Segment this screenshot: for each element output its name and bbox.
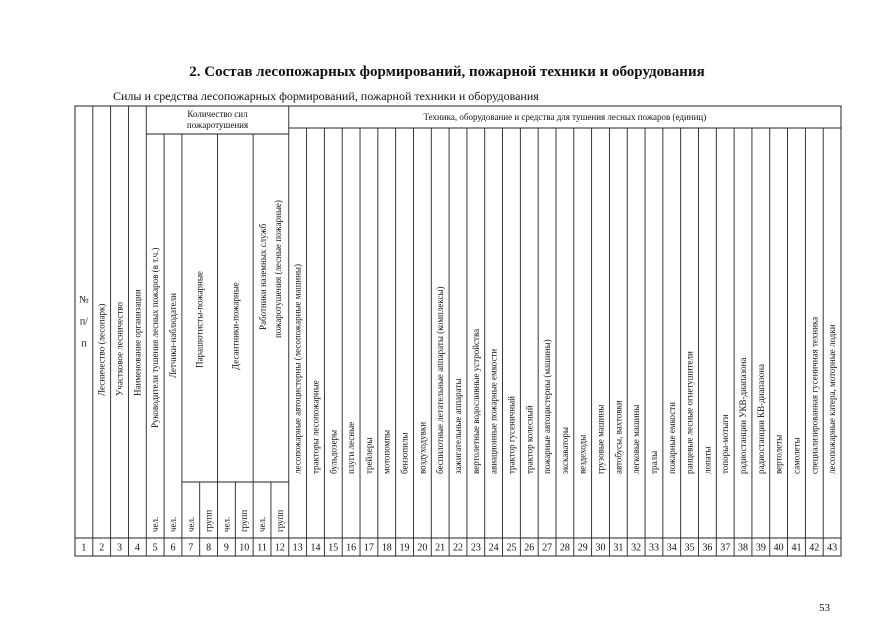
col-header-equipment: трейлеры	[363, 437, 374, 474]
col-header-force-line2: пожаротушения (лесные пожарные)	[273, 200, 284, 338]
column-number: 1	[81, 542, 87, 554]
unit-label: чел.	[150, 516, 161, 532]
column-number: 22	[453, 542, 463, 554]
col-header-equipment: ранцевые лесные огнетушители	[684, 351, 695, 474]
column-number: 10	[239, 542, 250, 554]
column-number: 18	[381, 542, 392, 554]
col-header-equipment: трактор колесный	[524, 405, 535, 474]
unit-label: чел.	[167, 516, 178, 532]
column-number: 8	[206, 542, 212, 554]
col-header-equipment: топоры-мотыги	[720, 414, 731, 474]
column-number: 4	[134, 542, 140, 554]
table-caption: Силы и средства лесопожарных формирований, пожарной техники и оборудования	[113, 89, 539, 103]
col-header-left: Наименование организации	[132, 289, 143, 396]
column-number: 23	[470, 542, 481, 554]
column-number: 14	[310, 542, 321, 554]
col-header-equipment: беспилотные летательные аппараты (комплексы)	[435, 286, 446, 474]
column-number: 6	[170, 542, 176, 554]
col-header-force: Руководители тушения лесных пожаров (в т.ч.)	[150, 247, 161, 428]
column-number: 3	[117, 542, 123, 554]
col-header-equipment: трактор гусеничный	[506, 395, 517, 474]
group-header-equipment: Техника, оборудование и средства для тушения лесных пожаров (единиц)	[423, 112, 707, 122]
column-number: 40	[773, 542, 784, 554]
column-number: 36	[702, 542, 713, 554]
column-number: 30	[595, 542, 606, 554]
page-number: 53	[819, 602, 830, 614]
col-header-equipment: лопаты	[702, 446, 713, 474]
col-header-equipment: экскаваторы	[559, 427, 570, 474]
column-number: 12	[274, 542, 285, 554]
col-header-force-line1: Работники наземных служб	[257, 223, 268, 330]
group-header-forces-line1: Количество сил	[187, 109, 248, 119]
column-number: 5	[152, 542, 158, 554]
column-number: 34	[666, 542, 677, 554]
col-header-equipment: радиостанции КВ-диапазона	[755, 363, 766, 474]
col-header-left: Лесничество (лесопарк)	[96, 303, 107, 396]
col-header-equipment: лесопожарные автоцистерны (лесопожарные машины)	[292, 264, 303, 474]
column-number: 16	[346, 542, 357, 554]
column-number: 13	[292, 542, 303, 554]
column-number: 24	[488, 542, 499, 554]
col-header-equipment: авиационные пожарные емкости	[488, 348, 499, 474]
col-header-equipment: зажигательные аппараты	[453, 378, 463, 474]
col-header-equipment: специализированная гусеничная техника	[809, 316, 820, 474]
col-header-equipment: вертолетные водосливные устройства	[470, 328, 481, 474]
column-number: 17	[363, 542, 374, 554]
column-number: 2	[99, 542, 105, 554]
group-header-forces-line2: пожаротушения	[186, 120, 249, 130]
column-number: 27	[542, 542, 553, 554]
column-number: 21	[435, 542, 446, 554]
column-number: 41	[791, 542, 802, 554]
column-number: 11	[257, 542, 267, 554]
col-header-equipment: пожарные емкости	[666, 402, 677, 474]
col-header-equipment: плуги лесные	[346, 421, 357, 474]
column-number: 15	[328, 542, 339, 554]
column-number: 31	[613, 542, 624, 554]
col-header-equipment: легковые машины	[631, 404, 642, 474]
unit-label: чел.	[185, 516, 196, 532]
column-number: 39	[755, 542, 766, 554]
col-header-equipment: лесопожарные катера, моторные лодки	[827, 324, 838, 474]
col-header-equipment: радиостанции УКВ-диапазона	[738, 357, 749, 474]
column-number: 19	[399, 542, 410, 554]
column-number: 37	[720, 542, 731, 554]
unit-label: групп	[203, 509, 214, 532]
col-header-equipment: пожарные автоцистерны (машины)	[542, 339, 553, 474]
col-header-equipment: грузовые машины	[595, 404, 606, 474]
column-number: 43	[827, 542, 838, 554]
col-number-header: п	[81, 338, 87, 350]
col-header-equipment: автобусы, вахтовки	[613, 400, 624, 474]
col-header-equipment: бульдозеры	[328, 429, 339, 474]
col-header-equipment: вертолеты	[773, 434, 784, 474]
unit-label: групп	[239, 509, 250, 532]
column-number: 9	[223, 542, 229, 554]
column-number: 42	[809, 542, 820, 554]
column-number: 35	[684, 542, 695, 554]
unit-label: групп	[274, 509, 285, 532]
col-header-equipment: тракторы лесопожарные	[310, 380, 321, 474]
col-header-equipment: самолеты	[791, 437, 802, 474]
col-header-equipment: вездеходы	[577, 434, 588, 474]
column-number: 7	[188, 542, 194, 554]
col-header-equipment: бензопилы	[399, 432, 410, 474]
unit-label: чел.	[221, 516, 232, 532]
col-header-force: Десантники-пожарные	[230, 282, 241, 370]
col-header-left: Участковое лесничество	[114, 302, 125, 396]
col-number-header: п/	[79, 316, 88, 328]
col-number-header: №	[79, 294, 89, 306]
col-header-equipment: мотопомпы	[381, 429, 392, 474]
column-number: 26	[524, 542, 535, 554]
column-number: 38	[738, 542, 749, 554]
col-header-equipment: воздуходувки	[417, 421, 428, 474]
column-number: 32	[631, 542, 642, 554]
column-number: 20	[417, 542, 428, 554]
unit-label: чел.	[257, 516, 268, 532]
column-number: 25	[506, 542, 517, 554]
page-title: 2. Состав лесопожарных формирований, пожарной техники и оборудования	[189, 64, 705, 80]
table-border	[75, 106, 841, 556]
col-header-force: Летчики-наблюдатели	[167, 293, 178, 378]
col-header-force: Парашютисты-пожарные	[194, 271, 205, 368]
column-number: 33	[648, 542, 659, 554]
column-number: 28	[559, 542, 570, 554]
col-header-equipment: тралы	[648, 450, 659, 474]
column-number: 29	[577, 542, 588, 554]
